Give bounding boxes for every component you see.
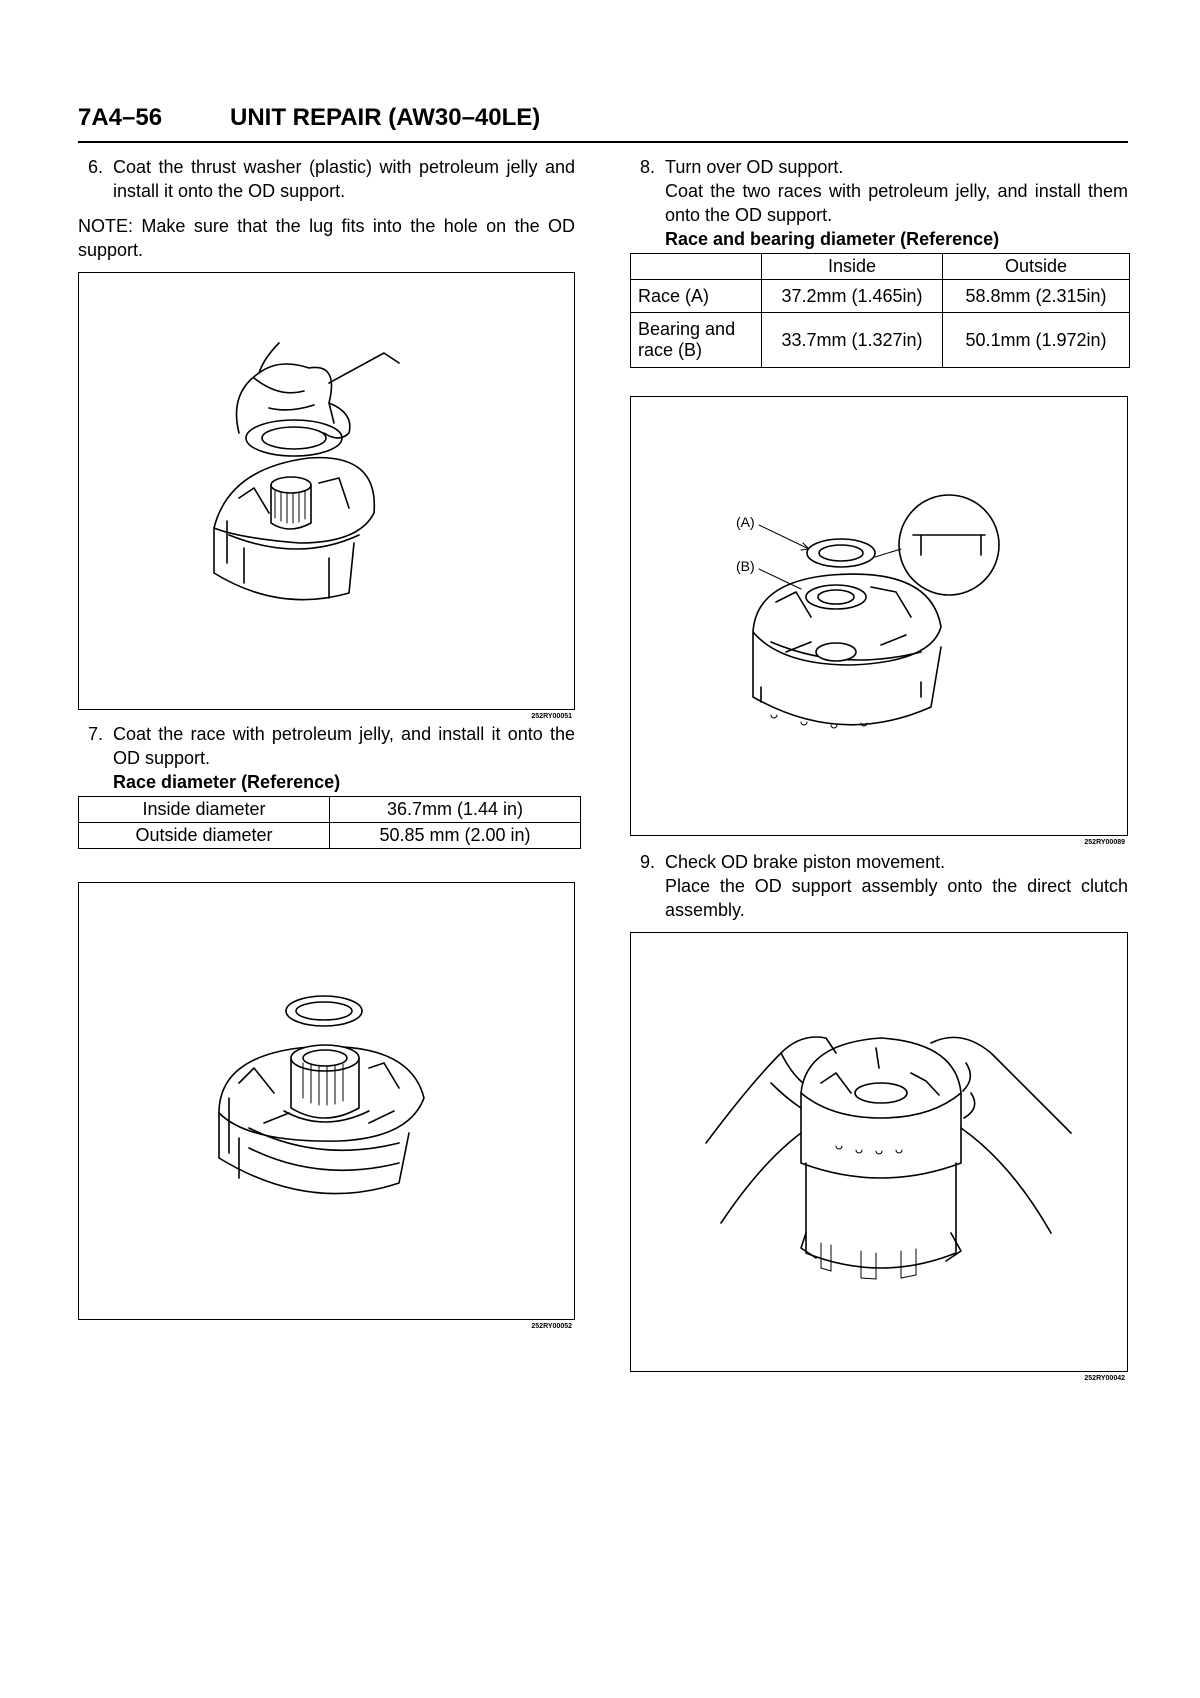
page-number: 7A4–56 xyxy=(78,104,163,131)
step-number: 6. xyxy=(88,157,104,177)
table-row xyxy=(631,313,1130,368)
step-7 xyxy=(88,722,575,794)
step-6 xyxy=(88,155,575,203)
step-9 xyxy=(640,850,1128,922)
figure-od-brake-check xyxy=(630,932,1128,1382)
table-cell: Outside diameter xyxy=(79,823,330,849)
table-header-row xyxy=(631,254,1130,280)
table-title: Race and bearing diameter (Reference) xyxy=(665,229,1000,249)
table-row xyxy=(79,823,581,849)
section-title: UNIT REPAIR (AW30–40LE) xyxy=(230,104,541,131)
race-diameter-table xyxy=(78,796,581,849)
table-cell: 36.7mm (1.44 in) xyxy=(330,797,581,823)
table-cell: Inside diameter xyxy=(79,797,330,823)
table-row xyxy=(631,280,1130,313)
table-cell: 33.7mm (1.327in) xyxy=(762,313,943,368)
table-header-cell: Outside xyxy=(943,254,1130,280)
step-number: 9. xyxy=(640,852,656,872)
table-title: Race diameter (Reference) xyxy=(113,772,341,792)
step-text: Check OD brake piston movement. xyxy=(665,852,946,872)
figure-thrust-washer xyxy=(78,272,575,720)
step-8 xyxy=(640,155,1128,251)
step-subtext: Coat the two races with petroleum jelly, and install them onto the OD support. xyxy=(665,181,1128,225)
step-text: Turn over OD support. xyxy=(665,157,844,177)
od-support-washer-illustration xyxy=(79,273,576,711)
step-text: Coat the race with petroleum jelly, and install it onto the OD support. xyxy=(113,724,575,768)
table-header-cell xyxy=(631,254,762,280)
header-rule xyxy=(78,141,1128,143)
table-cell: 50.1mm (1.972in) xyxy=(943,313,1130,368)
table-cell: 37.2mm (1.465in) xyxy=(762,280,943,313)
race-bearing-table xyxy=(630,253,1130,368)
table-cell: Race (A) xyxy=(631,280,762,313)
step-number: 8. xyxy=(640,157,656,177)
label-a: (A) xyxy=(736,514,755,530)
od-support-race-illustration xyxy=(79,883,576,1321)
figure-race xyxy=(78,882,575,1330)
table-header-cell: Inside xyxy=(762,254,943,280)
od-support-on-clutch-illustration xyxy=(631,933,1129,1373)
table-cell: 50.85 mm (2.00 in) xyxy=(330,823,581,849)
table-row xyxy=(79,797,581,823)
figure-id: 252RY00051 xyxy=(531,713,572,720)
note-text: NOTE: Make sure that the lug fits into the hole on the OD support. xyxy=(78,216,575,260)
label-b: (B) xyxy=(736,558,755,574)
figure-id: 252RY00052 xyxy=(531,1323,572,1330)
step-number: 7. xyxy=(88,724,104,744)
step-subtext: Place the OD support assembly onto the direct clutch assembly. xyxy=(665,876,1128,920)
table-cell: Bearing and race (B) xyxy=(631,313,762,368)
step-text: Coat the thrust washer (plastic) with petroleum jelly and install it onto the OD support. xyxy=(113,157,575,201)
figure-races-ab xyxy=(630,396,1128,846)
figure-id: 252RY00089 xyxy=(1084,839,1125,846)
od-support-races-illustration xyxy=(631,397,1129,837)
table-cell: 58.8mm (2.315in) xyxy=(943,280,1130,313)
figure-id: 252RY00042 xyxy=(1084,1375,1125,1382)
